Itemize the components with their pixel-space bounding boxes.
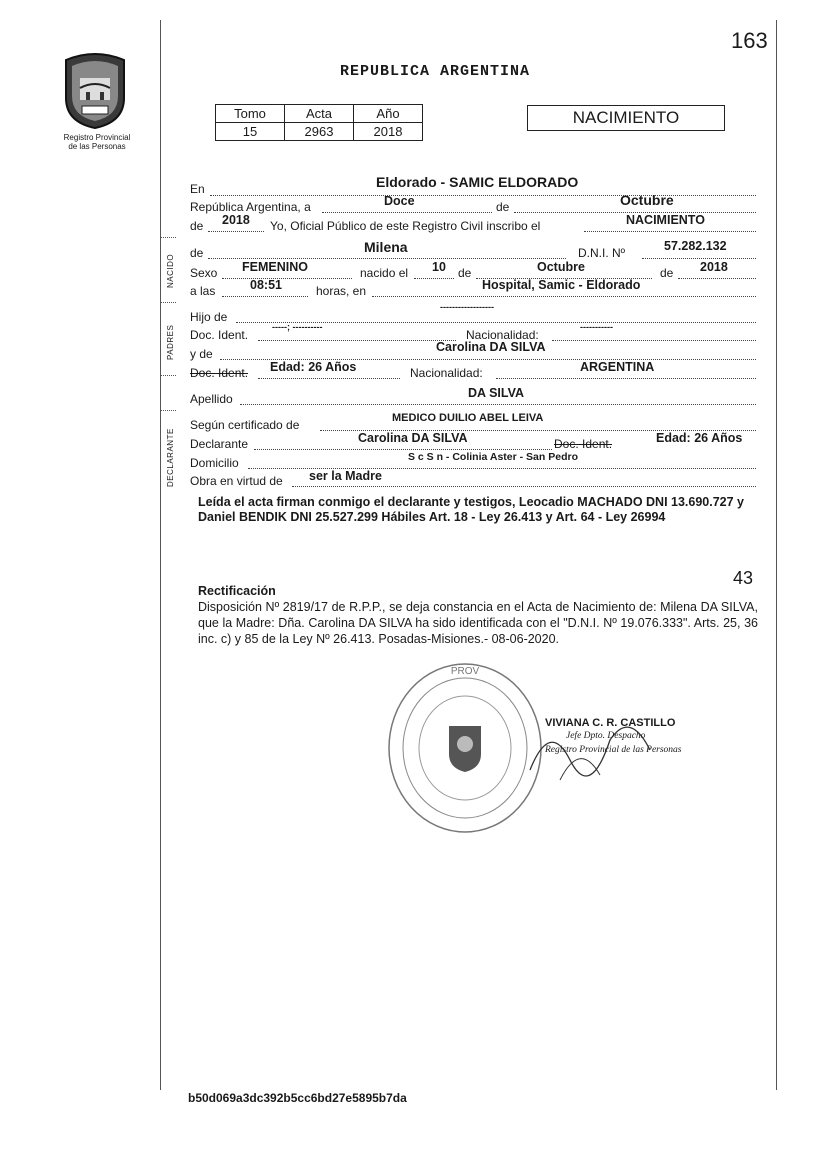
dotted-line [222, 296, 308, 297]
side-label-nacido: NACIDO [166, 253, 175, 288]
dotted-line [372, 296, 756, 297]
hijo-label: Hijo de [190, 310, 228, 324]
surname-value: DA SILVA [468, 386, 525, 400]
year-value: 2018 [222, 213, 250, 227]
father-nationality-value: ----------- [580, 322, 613, 332]
de2-label: de [190, 219, 204, 233]
dotted-line [414, 278, 454, 279]
doc1-label: Doc. Ident. [190, 328, 249, 342]
dotted-line [552, 340, 756, 341]
declarant-age-value: Edad: 26 Años [656, 431, 743, 445]
reason-value: ser la Madre [309, 469, 382, 483]
sex-value: FEMENINO [242, 260, 308, 274]
apellido-label: Apellido [190, 392, 233, 406]
dotted-line [496, 378, 756, 379]
dotted-line [210, 195, 756, 196]
registry-header: Tomo [216, 105, 285, 123]
declarante-label: Declarante [190, 437, 249, 451]
section-separator [160, 302, 176, 303]
registry-header: Acta [285, 105, 354, 123]
dotted-line [642, 258, 756, 259]
dotted-line [258, 378, 400, 379]
dotted-line [222, 278, 352, 279]
month-value: Octubre [620, 192, 674, 208]
registry-value: 2963 [285, 123, 354, 141]
address-value: S c S n - Colinia Aster - San Pedro [408, 451, 578, 463]
birth-month-value: Octubre [537, 260, 585, 274]
hour-value: 08:51 [250, 278, 282, 292]
mother-nationality-value: ARGENTINA [580, 360, 655, 374]
domicilio-label: Domicilio [190, 456, 239, 470]
logo-caption [48, 133, 146, 151]
rectification-title: Rectificación [198, 584, 276, 598]
registry-header: Año [354, 105, 423, 123]
section-separator [160, 237, 176, 238]
logo-caption-line1: Registro Provincial [63, 133, 131, 142]
father-doc-value: -----; ---------- [272, 322, 323, 332]
dotted-line [678, 278, 756, 279]
de3-label: de [458, 266, 472, 280]
de-label: de [496, 200, 510, 214]
registry-value: 15 [216, 123, 285, 141]
day-value: Doce [384, 194, 415, 208]
de4-label: de [660, 266, 674, 280]
dotted-line [292, 486, 756, 487]
page-title: REPUBLICA ARGENTINA [340, 63, 531, 80]
logo-caption-line2: de las Personas [68, 142, 126, 151]
dotted-line [584, 231, 756, 232]
horas-label: horas, en [316, 284, 367, 298]
inscribo-value: NACIMIENTO [626, 213, 705, 227]
dotted-line [208, 231, 264, 232]
alas-label: a las [190, 284, 216, 298]
mother-value: Carolina DA SILVA [436, 340, 546, 354]
dotted-line [254, 449, 552, 450]
obra-label: Obra en virtud de [190, 474, 283, 488]
segun-label: Según certificado de [190, 418, 300, 432]
place-value: Eldorado - SAMIC ELDORADO [376, 174, 579, 190]
side-label-padres: PADRES [166, 324, 175, 360]
sexo-label: Sexo [190, 266, 218, 280]
nacido-label: nacido el [360, 266, 409, 280]
nombre-label: de [190, 246, 204, 260]
registry-value: 2018 [354, 123, 423, 141]
registry-header-row [216, 105, 423, 123]
signatory-role: Jefe Dpto. Despacho [566, 731, 646, 741]
document-hash: b50d069a3dc392b5cc6bd27e5895b7da [188, 1091, 407, 1105]
dni-label: D.N.I. Nº [578, 246, 626, 260]
provincial-seal-icon [60, 50, 130, 130]
dotted-line [322, 212, 492, 213]
signatory-office: Registro Provincial de las Personas [545, 745, 682, 755]
dni-value: 57.282.132 [664, 239, 727, 253]
birth-day-value: 10 [432, 260, 446, 274]
name-value: Milena [364, 239, 408, 255]
doc3-label: Doc. Ident. [554, 437, 613, 451]
nac2-label: Nacionalidad: [410, 366, 483, 380]
birth-year-value: 2018 [700, 260, 728, 274]
oficial-text: Yo, Oficial Público de este Registro Civil inscribo el [270, 219, 541, 233]
registry-table [215, 104, 423, 141]
dotted-line [240, 404, 756, 405]
signing-statement: Leída el acta firman conmigo el declarante y testigos, Leocadio MACHADO DNI 13.690.727 y Daniel BENDIK DNI 25.527.299 Hábiles Art. 18 - Ley 26.413 y Art. 64 - Ley 26994 [198, 495, 745, 524]
rectification-text: Disposición Nº 2819/17 de R.P.P., se deja constancia en el Acta de Nacimiento de: Milena DA SILVA, que la Madre: Dña. Carolina DA SILVA ha sido identificada con el "D.N.I. Nº 19.076.333". Arts. 25, 36 inc. c) y 85 de la Ley Nº 26.413. Posadas-Misiones.- 08-06-2020. [198, 600, 758, 646]
yde-label: y de [190, 347, 213, 361]
en-label: En [190, 182, 205, 196]
certificate-value: MEDICO DUILIO ABEL LEIVA [392, 412, 544, 424]
svg-text:PROV: PROV [450, 666, 480, 677]
dotted-line [208, 258, 566, 259]
right-margin-line [776, 20, 777, 1090]
registry-value-row [216, 123, 423, 141]
dotted-line [258, 340, 456, 341]
page-number: 163 [731, 28, 768, 53]
section-separator [160, 410, 176, 411]
republica-label: República Argentina, a [190, 200, 311, 214]
section-separator [160, 375, 176, 376]
birthplace-value: Hospital, Samic - Eldorado [482, 278, 641, 292]
side-label-declarante: DECLARANTE [166, 428, 175, 487]
rectification-number: 43 [733, 568, 754, 588]
signatory-name: VIVIANA C. R. CASTILLO [545, 717, 676, 729]
act-type-box: NACIMIENTO [527, 105, 725, 131]
nac1-label: Nacionalidad: [466, 328, 539, 342]
declarant-value: Carolina DA SILVA [358, 431, 468, 445]
mother-age-value: Edad: 26 Años [270, 360, 357, 374]
left-margin-line [160, 20, 161, 1090]
doc2-label: Doc. Ident. [190, 366, 249, 380]
father-value: ------------------ [440, 302, 494, 312]
